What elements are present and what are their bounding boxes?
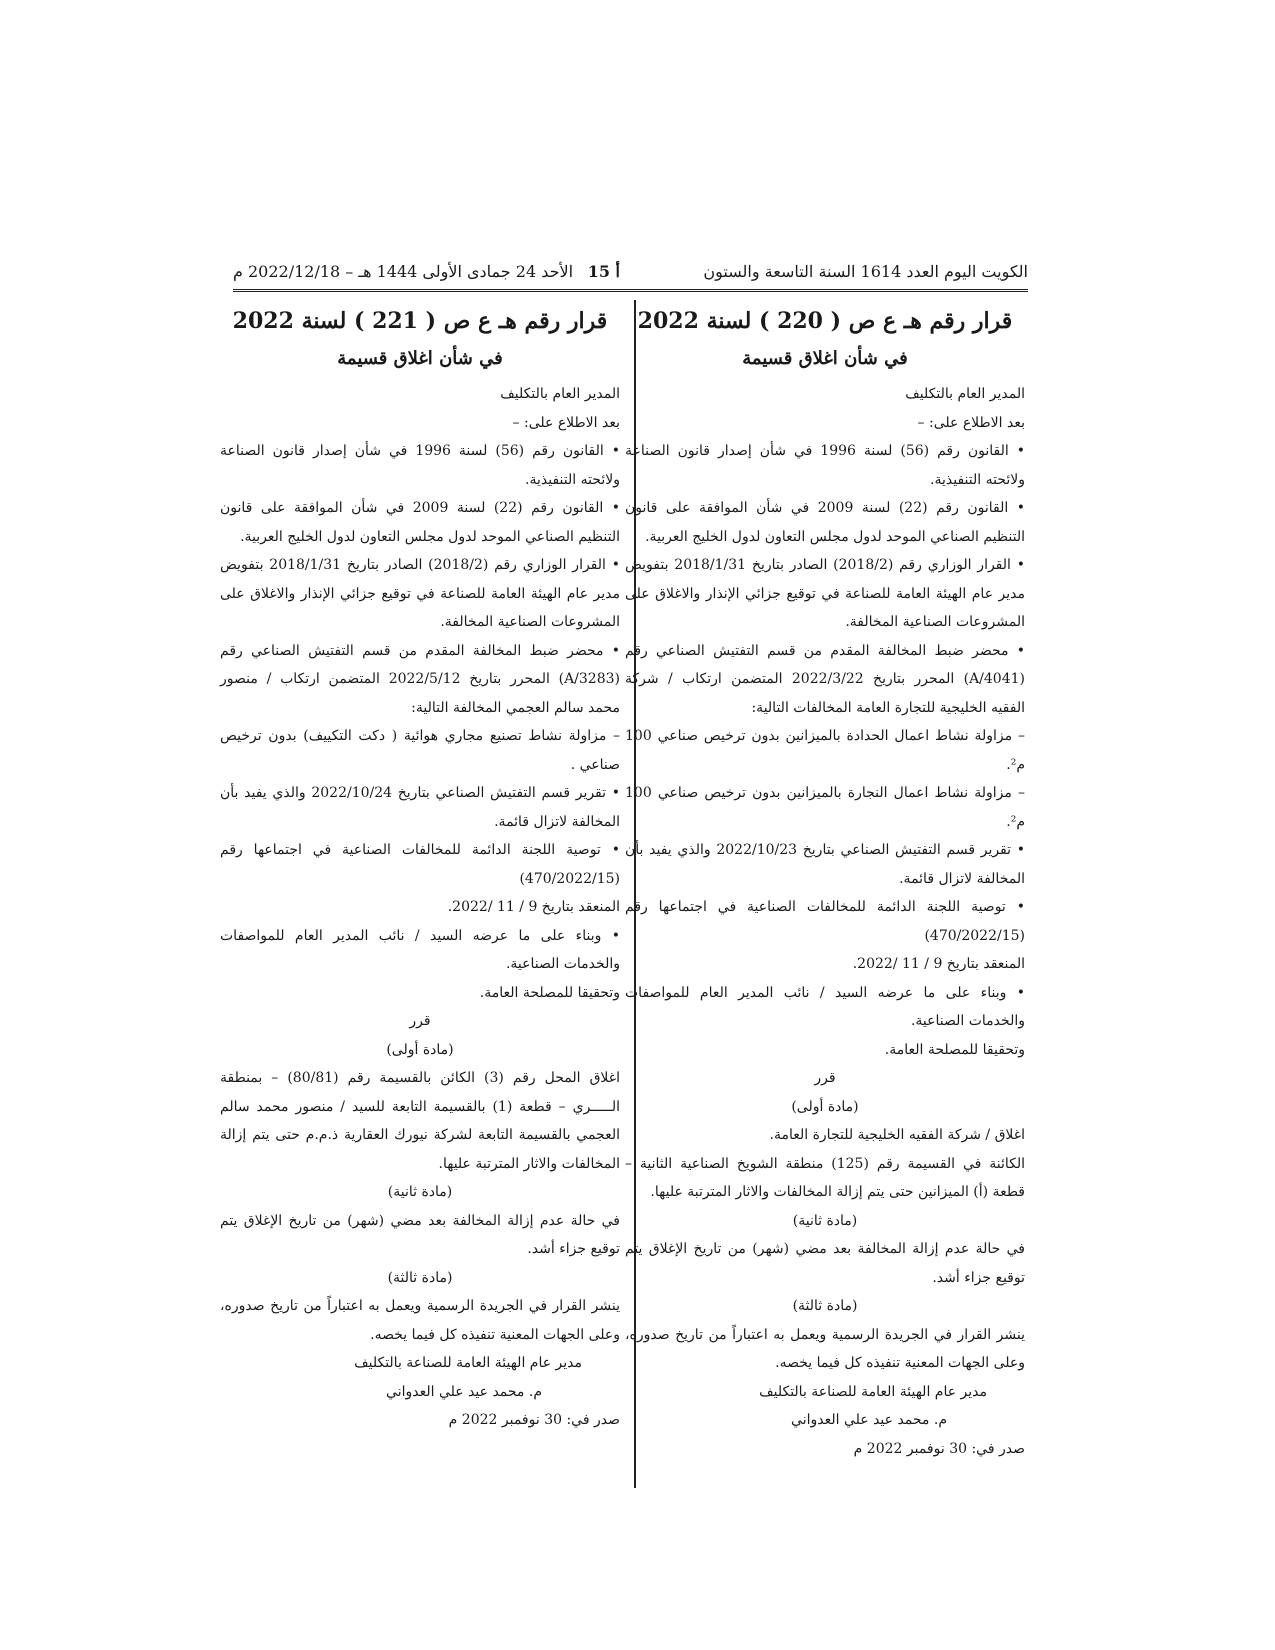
recital-item: • وبناء على ما عرضه السيد / نائب المدير العام للمواصفات والخدمات الصناعية. — [220, 927, 620, 972]
recital-item: • تقرير قسم التفتيش الصناعي بتاريخ 2022/10/24 والذي يفيد بأن المخالفة لاتزال قائمة. — [220, 785, 620, 830]
signatory-name: م. محمد عيد علي العدواني — [791, 1412, 947, 1428]
article-text: في حالة عدم إزالة المخالفة بعد مضي (شهر) من تاريخ الإغلاق يتم توقيع جزاء أشد. — [625, 1241, 1026, 1286]
recital-item: المنعقد بتاريخ 9 / 11 /2022. — [852, 956, 1025, 972]
recital-item: • وبناء على ما عرضه السيد / نائب المدير العام للمواصفات والخدمات الصناعية. — [625, 984, 1025, 1029]
recital-item: • تقرير قسم التفتيش الصناعي بتاريخ 2022/10/23 والذي يفيد بأن المخالفة لاتزال قائمة. — [625, 842, 1025, 887]
recital-item: • القانون رقم (22) لسنة 2009 في شأن الموافقة على قانون التنظيم الصناعي الموحد لدول مجلس التعاون لدول الخليج العربية. — [220, 500, 620, 545]
issue-date: صدر في: 30 نوفمبر 2022 م — [853, 1440, 1025, 1457]
violation-item: – مزاولة نشاط اعمال النجارة بالميزانين بدون ترخيص صناعي 100 م². — [625, 785, 1025, 830]
header-date: الأحد 24 جمادى الأولى 1444 هـ – 2022/12/18 م — [233, 262, 574, 281]
signatory-name: م. محمد عيد علي العدواني — [386, 1383, 542, 1400]
recital-item: • القانون رقم (56) لسنة 1996 في شأن إصدار قانون الصناعة ولائحته التنفيذية. — [625, 443, 1025, 488]
header-divider — [233, 289, 1028, 292]
decided-heading: قرر — [814, 1070, 836, 1086]
recital-item: • توصية اللجنة الدائمة للمخالفات الصناعية في اجتماعها رقم (470/2022/15) — [625, 899, 1025, 944]
recital-item: • القرار الوزاري رقم (2018/2) الصادر بتاريخ 2018/1/31 بتفويض مدير عام الهيئة العامة للصناعة في توقيع جزائي الإنذار والاغلاق على المشروعات الصناعية المخالفة. — [625, 557, 1025, 630]
signatory-title: مدير عام الهيئة العامة للصناعة بالتكليف — [354, 1355, 582, 1371]
preamble-line: بعد الاطلاع على: – — [917, 414, 1025, 431]
article-heading: (مادة ثانية) — [387, 1184, 453, 1200]
article-heading: (مادة أولى) — [791, 1098, 859, 1115]
issuer-line: المدير العام بالتكليف — [500, 386, 620, 402]
recital-item: • القانون رقم (56) لسنة 1996 في شأن إصدار قانون الصناعة ولائحته التنفيذية. — [220, 443, 620, 488]
article-heading: (مادة ثالثة) — [387, 1269, 453, 1286]
article-heading: (مادة ثانية) — [792, 1212, 858, 1229]
issuer-line: المدير العام بالتكليف — [905, 386, 1025, 402]
recital-item: • محضر ضبط المخالفة المقدم من قسم التفتيش الصناعي رقم (A/3283) المحرر بتاريخ 2022/5/12 المتضمن ارتكاب / منصور محمد سالم العجمي المخالفة التالية: — [220, 642, 620, 716]
recital-item: • القرار الوزاري رقم (2018/2) الصادر بتاريخ 2018/1/31 بتفويض مدير عام الهيئة العامة للصناعة في توقيع جزائي الإنذار والاغلاق على المشروعات الصناعية المخالفة. — [220, 557, 620, 630]
decided-heading: قرر — [409, 1013, 431, 1029]
page-header — [233, 258, 1028, 288]
preamble-line: بعد الاطلاع على: – — [512, 414, 620, 431]
header-page-number: أ 15 — [587, 262, 620, 281]
violation-item: – مزاولة نشاط اعمال الحدادة بالميزانين بدون ترخيص صناعي 100 م². — [625, 728, 1025, 773]
recital-item: • توصية اللجنة الدائمة للمخالفات الصناعية في اجتماعها رقم (470/2022/15) — [220, 842, 620, 887]
header-issue: الكويت اليوم العدد 1614 السنة التاسعة والستون — [703, 262, 1028, 281]
article-text: في حالة عدم إزالة المخالفة بعد مضي (شهر) من تاريخ الإغلاق يتم توقيع جزاء أشد. — [220, 1212, 621, 1257]
violation-item: – مزاولة نشاط تصنيع مجاري هوائية ( دكت التكييف) بدون ترخيص صناعي . — [220, 728, 620, 773]
decision-subtitle: في شأن اغلاق قسيمة — [337, 348, 503, 369]
recital-item: المنعقد بتاريخ 9 / 11 /2022. — [447, 899, 620, 915]
issue-date: صدر في: 30 نوفمبر 2022 م — [448, 1412, 620, 1428]
decision-title: قرار رقم هـ ع ص ( 220 ) لسنة 2022 — [637, 308, 1013, 334]
recital-item: • القانون رقم (22) لسنة 2009 في شأن الموافقة على قانون التنظيم الصناعي الموحد لدول مجلس التعاون لدول الخليج العربية. — [625, 500, 1025, 545]
signatory-title: مدير عام الهيئة العامة للصناعة بالتكليف — [759, 1383, 987, 1400]
article-text: اغلاق / شركة الفقيه الخليجية للتجارة العامة. — [769, 1127, 1025, 1143]
decision-220 — [625, 300, 1025, 1463]
recital-item: • محضر ضبط المخالفة المقدم من قسم التفتيش الصناعي رقم (A/4041) المحرر بتاريخ 2022/3/22 المتضمن ارتكاب / شركة الفقيه الخليجية للتجارة العامة المخالفات التالية: — [625, 642, 1025, 716]
decision-title: قرار رقم هـ ع ص ( 221 ) لسنة 2022 — [232, 308, 608, 334]
article-text: ينشر القرار في الجريدة الرسمية ويعمل به اعتباراً من تاريخ صدوره، وعلى الجهات المعنية تنفيذه كل فيما يخصه. — [625, 1326, 1025, 1371]
article-text: الكائنة في القسيمة رقم (125) منطقة الشويخ الصناعية الثانية – قطعة (أ) الميزانين حتى يتم إزالة المخالفات والاثار المترتبة عليها. — [625, 1155, 1025, 1200]
article-heading: (مادة أولى) — [386, 1041, 454, 1058]
article-text: ينشر القرار في الجريدة الرسمية ويعمل به اعتباراً من تاريخ صدوره، وعلى الجهات المعنية تنفيذه كل فيما يخصه. — [220, 1298, 620, 1343]
recital-item: وتحقيقا للمصلحة العامة. — [479, 984, 620, 1001]
article-heading: (مادة ثالثة) — [792, 1298, 858, 1314]
decision-subtitle: في شأن اغلاق قسيمة — [742, 348, 908, 369]
recital-item: وتحقيقا للمصلحة العامة. — [884, 1041, 1025, 1058]
decision-221 — [220, 300, 620, 1435]
article-text: اغلاق المحل رقم (3) الكائن بالقسيمة رقم (80/81) – بمنطقة الـــــري – قطعة (1) بالقسيمة التابعة للسيد / منصور محمد سالم العجمي بالقسيمة التابعة لشركة نيورك العقارية ذ.م.م حتى يتم إزالة المخالفات والاثار المترتبة عليها. — [220, 1070, 620, 1172]
